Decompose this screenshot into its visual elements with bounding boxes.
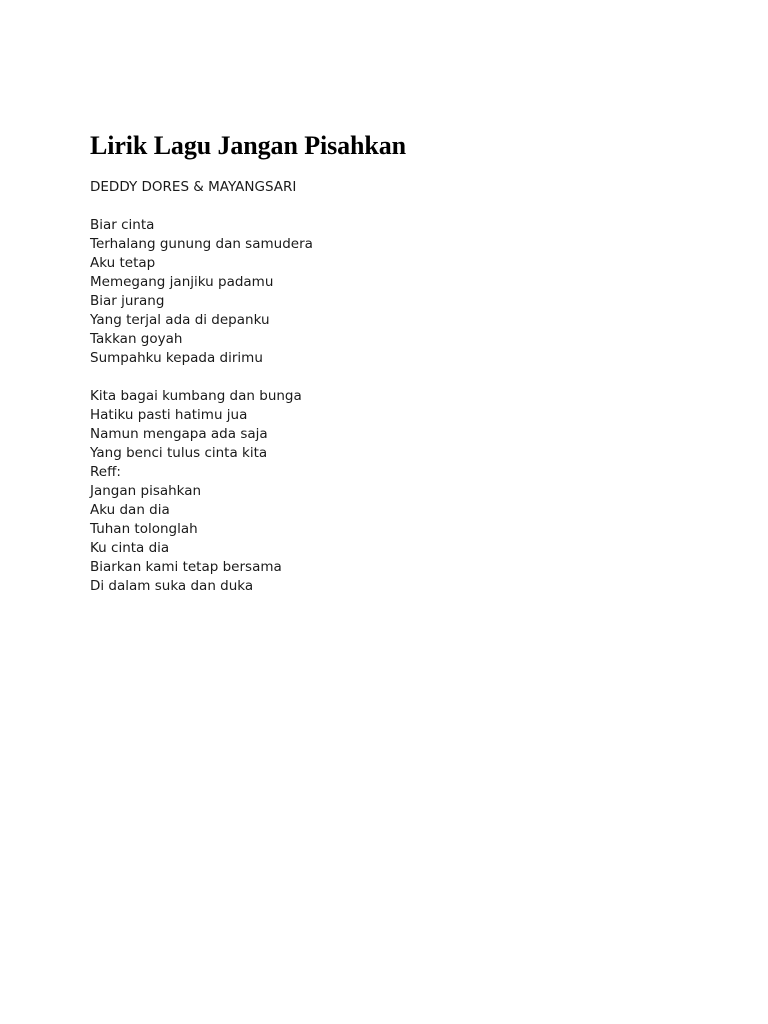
lyric-line: Takkan goyah <box>90 331 183 347</box>
lyric-line: Kita bagai kumbang dan bunga <box>90 388 302 404</box>
stanza-1 <box>90 216 710 368</box>
lyric-line: Biar cinta <box>90 217 155 233</box>
lyric-line: Biarkan kami tetap bersama <box>90 559 282 575</box>
document-page <box>90 128 710 596</box>
lyric-line: Aku tetap <box>90 255 156 271</box>
lyric-line: Sumpahku kepada dirimu <box>90 350 263 366</box>
lyric-line: Hatiku pasti hatimu jua <box>90 407 248 423</box>
lyric-line: Memegang janjiku padamu <box>90 274 274 290</box>
artist-name: DEDDY DORES & MAYANGSARI <box>90 179 297 195</box>
lyric-line: Biar jurang <box>90 293 165 309</box>
lyric-line: Yang terjal ada di depanku <box>90 312 270 328</box>
document-title: Lirik Lagu Jangan Pisahkan <box>90 131 407 160</box>
lyric-line: Namun mengapa ada saja <box>90 426 268 442</box>
lyric-line: Terhalang gunung dan samudera <box>90 236 313 252</box>
lyric-line: Ku cinta dia <box>90 540 170 556</box>
stanza-2 <box>90 387 710 596</box>
lyric-line: Yang benci tulus cinta kita <box>90 445 268 461</box>
chorus-label: Reff: <box>90 464 121 480</box>
lyric-line: Tuhan tolonglah <box>90 521 198 537</box>
lyric-line: Jangan pisahkan <box>90 483 202 499</box>
lyric-line: Di dalam suka dan duka <box>90 578 254 594</box>
lyric-line: Aku dan dia <box>90 502 170 518</box>
